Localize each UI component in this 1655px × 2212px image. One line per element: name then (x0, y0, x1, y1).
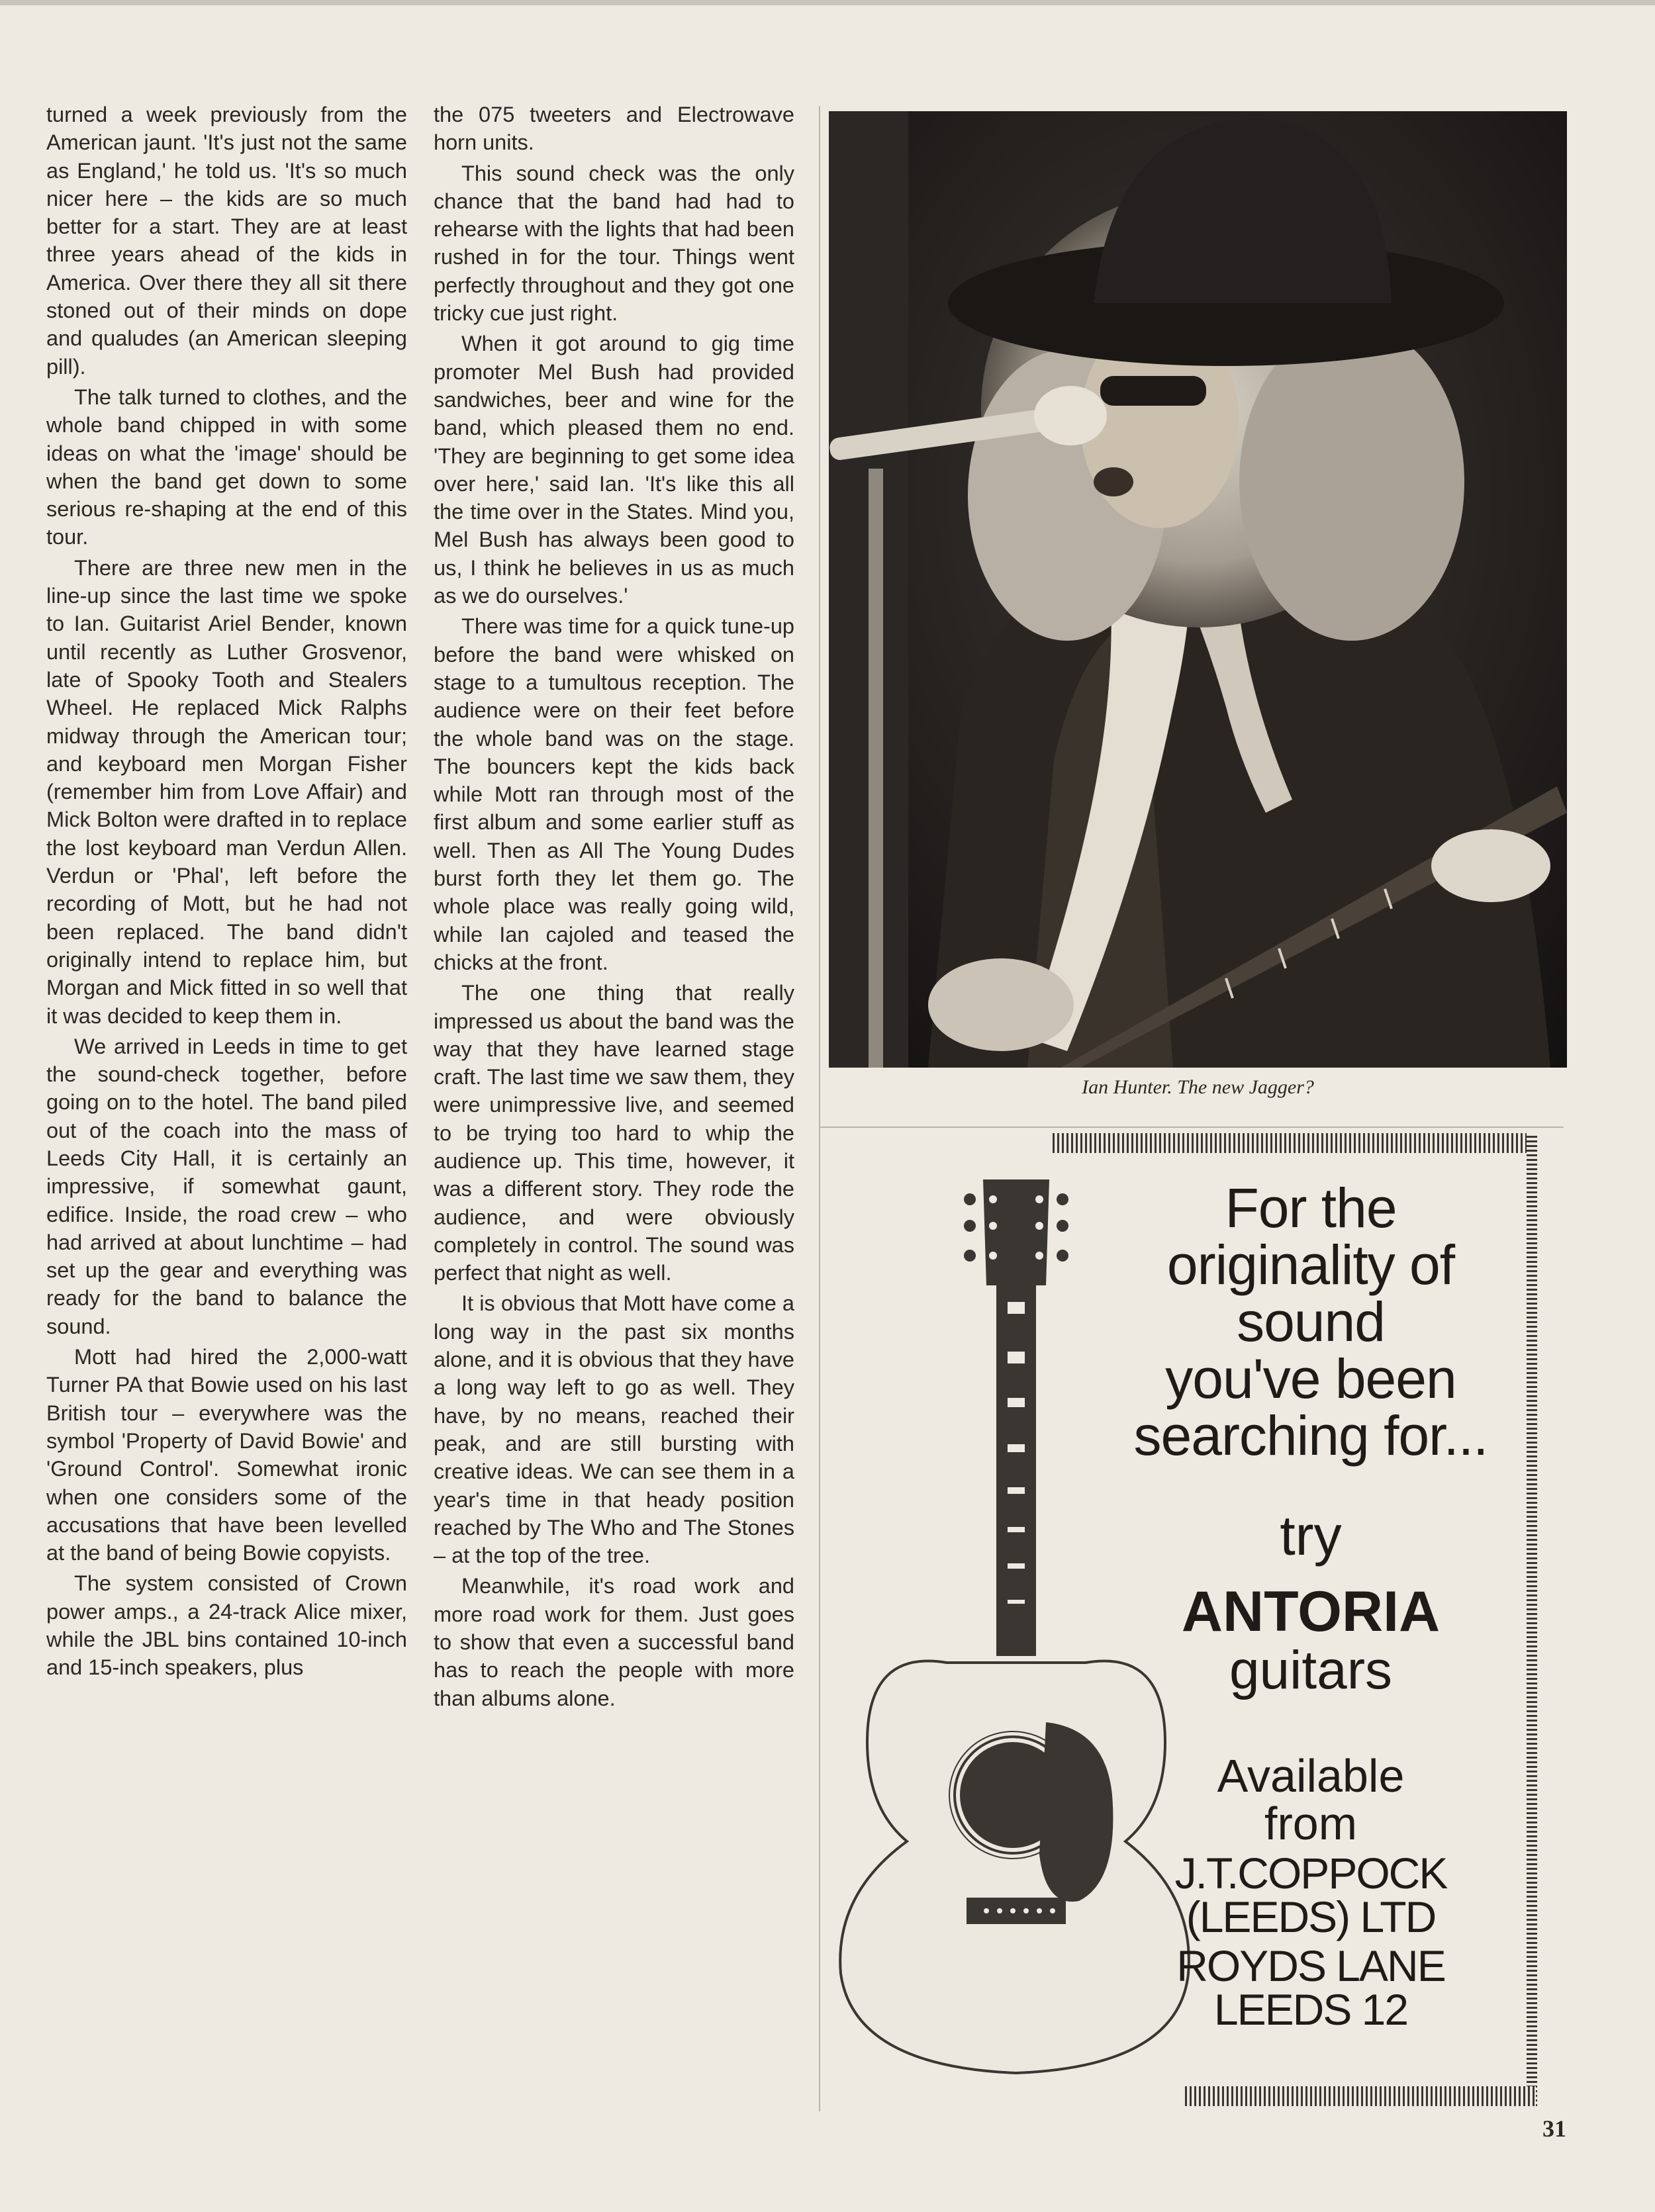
paragraph: It is obvious that Mott have come a long way in the past six months alone, and it is obvious that they have a long way left to go as well. They have, by no means, reached their peak, and are still bursting with creative ideas. We can see them in a year's time in that heady position reached by The Who and The Stones – at the top of the tree. (434, 1291, 794, 1568)
paragraph: turned a week previously from the American jaunt. 'It's just not the same as England,' he told us. 'It's so much nicer here – the kids are so much better for a start. They are at least three years ahead of the kids in America. Over there they all sit there stoned out of their minds on dope and qualudes (an American sleeping pill). (46, 103, 407, 379)
paragraph: We arrived in Leeds in time to get the sound-check together, before going on to the hotel. The band piled out of the coach into the mass of Leeds City Hall, it is certainly an impressive, if somewhat gaunt, edifice. Inside, the road crew – who had arrived at about lunchtime – had set up the gear and everything was ready for the band to balance the sound. (46, 1034, 407, 1338)
paragraph: There are three new men in the line-up since the last time we spoke to Ian. Guitarist Ariel Bender, known until recently as Luther Grosvenor, late of Spooky Tooth and Stealers Wheel. He replaced Mick Ralphs midway through the American tour; and keyboard men Morgan Fisher (remember him from Love Affair) and Mick Bolton were drafted in to replace the lost keyboard man Verdun Allen. Verdun or 'Phal', left before the recording of Mott, but he had not been replaced. The band didn't originally intend to replace him, but Morgan and Mick fitted in so well that it was decided to keep them in. (46, 555, 407, 1028)
paragraph: The one thing that really impressed us about the band was the way that they have learned stage craft. The last time we saw them, they were unimpressive live, and seemed to be trying too hard to whip the audience up. This time, however, it was a different story. They rode the audience, and were obviously completely in control. The sound was perfect that night as well. (434, 981, 794, 1285)
antoria-advert (828, 1133, 1566, 2113)
advert-border (1053, 1133, 1536, 1153)
paragraph: The talk turned to clothes, and the whole band chipped in with some ideas on what the 'image' should be when the band get down to some serious re-shaping at the end of this tour. (46, 385, 407, 549)
top-edge-rule (0, 0, 1655, 5)
advert-brand: ANTORIA (1181, 1580, 1441, 1643)
article-column-2 (434, 101, 794, 1715)
advert-address: ROYDS LANE LEEDS 12 (1176, 1941, 1445, 2034)
advert-headline: For the originality of sound you've been searching for... (1133, 1177, 1488, 1467)
paragraph: There was time for a quick tune-up before the band were whisked on stage to a tumultous reception. The audience were on their feet before the whole band was on the stage. The bouncers kept the kids back while Mott ran through most of the first album and some earlier stuff as well. Then as All The Young Dudes burst forth they let them go. The whole place was really going wild, while Ian cajoled and teased the chicks at the front. (434, 614, 794, 974)
paragraph: This sound check was the only chance that the band had had to rehearse with the lights that had been rushed in for the tour. Things went perfectly throughout and they got one tricky cue just right. (434, 161, 794, 326)
photo-caption: Ian Hunter. The new Jagger? (1082, 1076, 1314, 1098)
advert-dealer: J.T.COPPOCK (LEEDS) LTD (1174, 1849, 1447, 1941)
paragraph: Meanwhile, it's road work and more road work for them. Just goes to show that even a successful band has to reach the people with more than albums alone. (434, 1574, 794, 1710)
page-number: 31 (1542, 2115, 1566, 2142)
advert-border (1185, 2086, 1536, 2106)
advert-try: try (1280, 1504, 1342, 1567)
singer-illustration (829, 111, 1567, 1068)
paragraph: Mott had hired the 2,000-watt Turner PA that Bowie used on his last British tour – everywhere was the symbol 'Property of David Bowie' and 'Ground Control'. Somewhat ironic when one considers some of the accusations that have been levelled at the band of being Bowie copyists. (46, 1345, 407, 1565)
advert-brand-suffix: guitars (1229, 1640, 1393, 1700)
column-divider (819, 106, 820, 2111)
article-column-1 (46, 101, 407, 1684)
advert-available: Available from (1217, 1750, 1405, 1849)
paragraph: The system consisted of Crown power amps., a 24-track Alice mixer, while the JBL bins contained 10-inch and 15-inch speakers, plus (46, 1571, 407, 1680)
concert-photo (829, 111, 1567, 1068)
paragraph: When it got around to gig time promoter Mel Bush had provided sandwiches, beer and wine for the band, which pleased them no end. 'They are beginning to get some idea over here,' said Ian. 'It's like this all the time over in the States. Mind you, Mel Bush has always been good to us, I think he believes in us as much as we do ourselves.' (434, 332, 794, 608)
advert-top-rule (819, 1127, 1564, 1128)
paragraph: the 075 tweeters and Electrowave horn units. (434, 103, 794, 155)
